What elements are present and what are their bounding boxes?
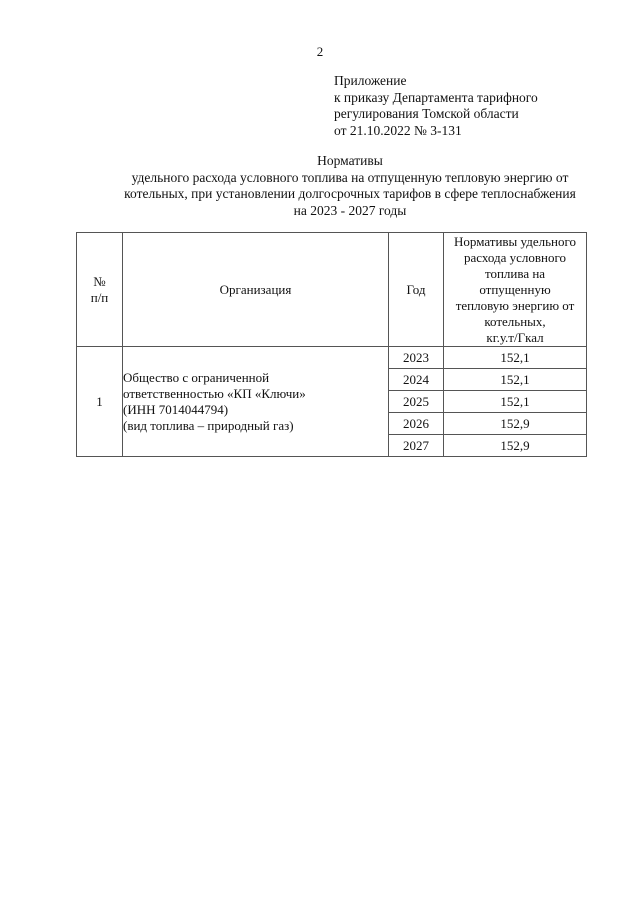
header-norm-line: топлива на <box>484 265 546 281</box>
norm-value-cell: 152,1 <box>444 391 587 413</box>
header-number-line: п/п <box>90 289 109 305</box>
organization-line: ответственностью «КП «Ключи» <box>123 385 306 401</box>
document-title <box>60 153 640 219</box>
appendix-line: к приказу Департамента тарифного <box>334 89 538 105</box>
norm-value-cell: 152,9 <box>444 413 587 435</box>
table-header-row <box>77 233 587 347</box>
norms-table <box>76 232 587 457</box>
header-norm-line: расхода условного <box>464 249 566 265</box>
norm-value-cell: 152,9 <box>444 435 587 457</box>
title-line: удельного расхода условного топлива на отпущенную тепловую энергию от <box>131 169 569 185</box>
row-number: 1 <box>77 347 123 457</box>
table-row <box>77 347 587 369</box>
title-heading: Нормативы <box>317 153 383 168</box>
header-norm <box>444 233 587 347</box>
header-norm-line: тепловую энергию от <box>455 297 575 313</box>
year-cell: 2023 <box>389 347 444 369</box>
organization-line: (вид топлива – природный газ) <box>123 417 294 433</box>
appendix-line: регулирования Томской области <box>334 106 519 121</box>
title-line: котельных, при установлении долгосрочных тарифов в сфере теплоснабжения <box>124 186 576 201</box>
header-norm-line: Нормативы удельного <box>454 233 576 249</box>
header-organization: Организация <box>123 233 389 347</box>
norm-value-cell: 152,1 <box>444 347 587 369</box>
year-cell: 2026 <box>389 413 444 435</box>
header-number-line: № <box>93 273 106 289</box>
header-number <box>77 233 123 347</box>
norm-value-cell: 152,1 <box>444 369 587 391</box>
year-cell: 2027 <box>389 435 444 457</box>
organization-cell <box>123 347 389 457</box>
header-norm-line: отпущенную <box>479 281 551 297</box>
page-number: 2 <box>316 44 324 59</box>
organization-line: (ИНН 7014044794) <box>123 401 229 417</box>
appendix-block <box>334 73 538 139</box>
appendix-line: Приложение <box>334 73 407 88</box>
header-norm-line: котельных, <box>484 313 546 329</box>
appendix-line: от 21.10.2022 № 3-131 <box>334 122 462 138</box>
header-norm-line: кг.у.т/Гкал <box>486 329 544 345</box>
header-year: Год <box>389 233 444 347</box>
title-line: на 2023 - 2027 годы <box>293 202 407 218</box>
organization-line: Общество с ограниченной <box>123 369 270 385</box>
year-cell: 2024 <box>389 369 444 391</box>
year-cell: 2025 <box>389 391 444 413</box>
